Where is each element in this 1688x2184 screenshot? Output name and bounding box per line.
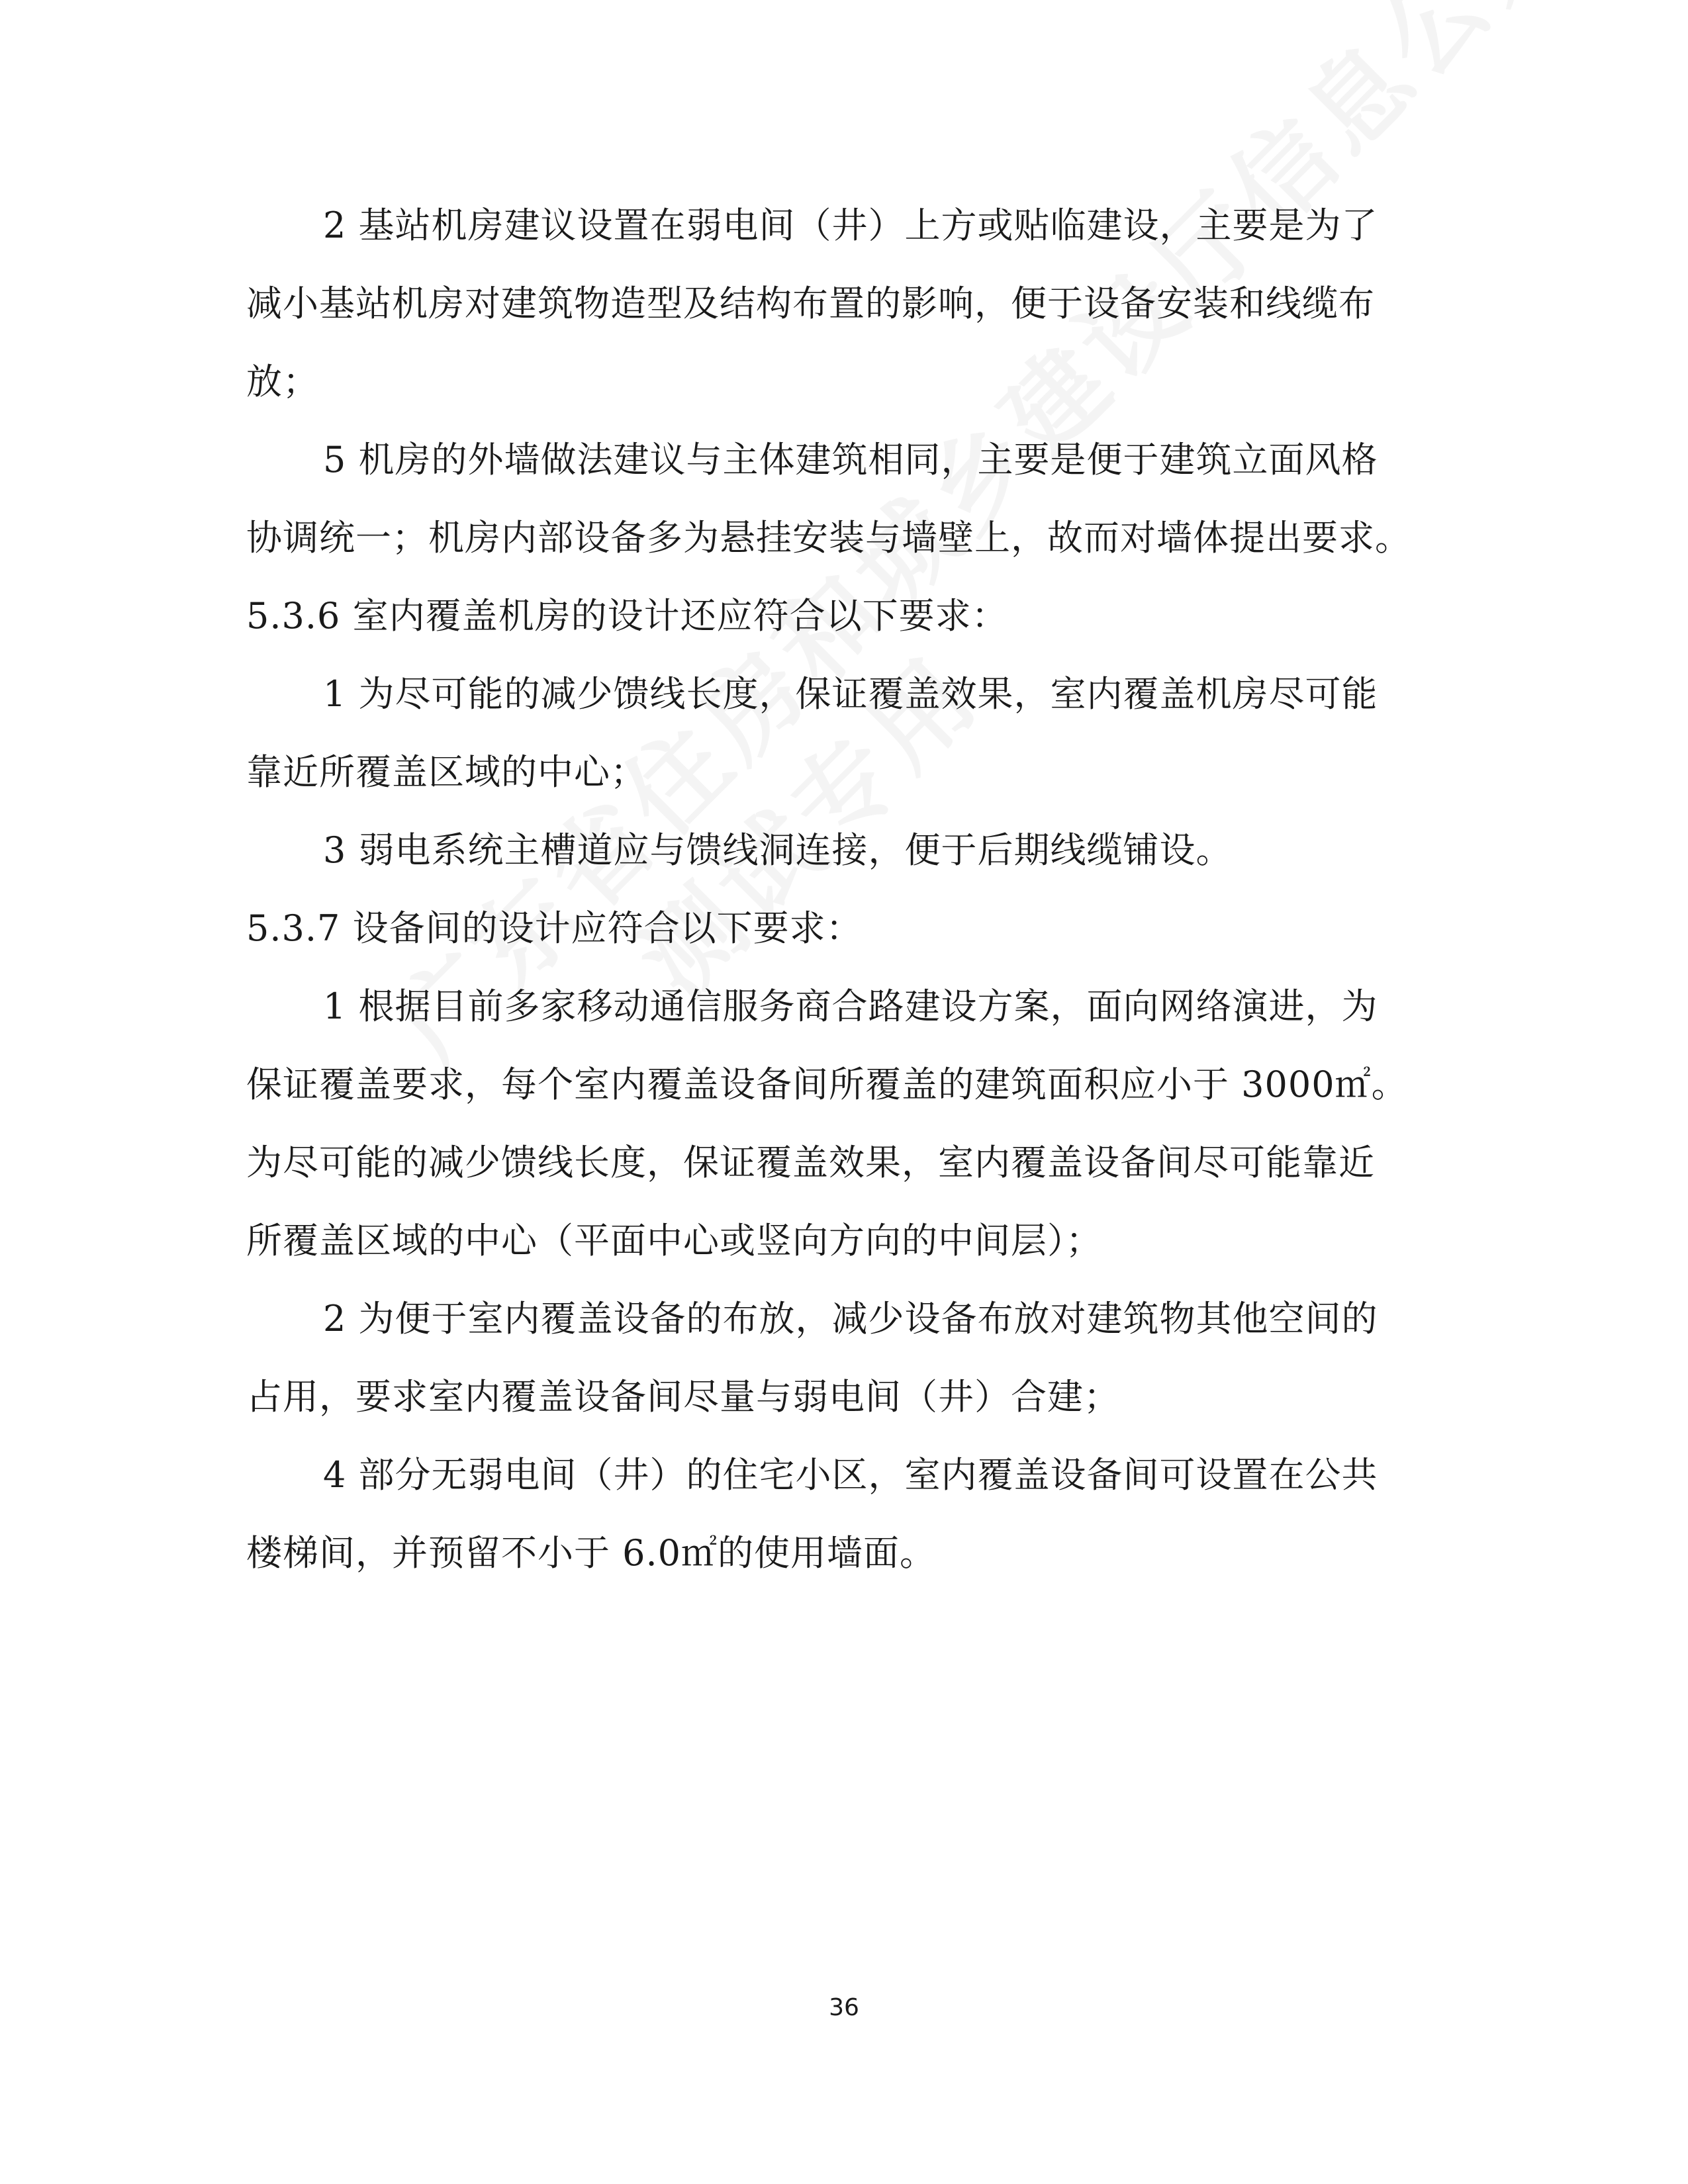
text-line: 1 为尽可能的减少馈线长度，保证覆盖效果，室内覆盖机房尽可能 xyxy=(323,673,1378,715)
text-line: 5 机房的外墙做法建议与主体建筑相同，主要是便于建筑立面风格 xyxy=(323,439,1378,480)
text-line: 占用，要求室内覆盖设备间尽量与弱电间（井）合建； xyxy=(246,1376,1120,1418)
text-line: 4 部分无弱电间（井）的住宅小区，室内覆盖设备间可设置在公共 xyxy=(323,1454,1378,1496)
text-line: 放； xyxy=(246,361,319,402)
text-line: 减小基站机房对建筑物造型及结构布置的影响，便于设备安装和线缆布 xyxy=(246,283,1375,324)
text-line: 楼梯间，并预留不小于 6.0㎡的使用墙面。 xyxy=(246,1532,937,1574)
text-line: 为尽可能的减少馈线长度，保证覆盖效果，室内覆盖设备间尽可能靠近 xyxy=(246,1142,1375,1183)
text-line: 保证覆盖要求，每个室内覆盖设备间所覆盖的建筑面积应小于 3000㎡。 xyxy=(246,1064,1408,1105)
text-line: 2 基站机房建议设置在弱电间（井）上方或贴临建设，主要是为了 xyxy=(323,205,1378,246)
page-number: 36 xyxy=(829,1994,859,2021)
text-line: 2 为便于室内覆盖设备的布放，减少设备布放对建筑物其他空间的 xyxy=(323,1298,1378,1340)
text-line: 1 根据目前多家移动通信服务商合路建设方案，面向网络演进，为 xyxy=(323,985,1378,1027)
section-heading: 5.3.6 室内覆盖机房的设计还应符合以下要求： xyxy=(246,595,1008,637)
text-line: 协调统一；机房内部设备多为悬挂安装与墙壁上，故而对墙体提出要求。 xyxy=(246,517,1411,559)
body-text xyxy=(246,187,1444,1592)
section-heading: 5.3.7 设备间的设计应符合以下要求： xyxy=(246,907,863,949)
text-line: 所覆盖区域的中心（平面中心或竖向方向的中间层）； xyxy=(246,1220,1102,1261)
text-line: 3 弱电系统主槽道应与馈线洞连接，便于后期线缆铺设。 xyxy=(323,829,1233,871)
text-line: 靠近所覆盖区域的中心； xyxy=(246,751,647,793)
